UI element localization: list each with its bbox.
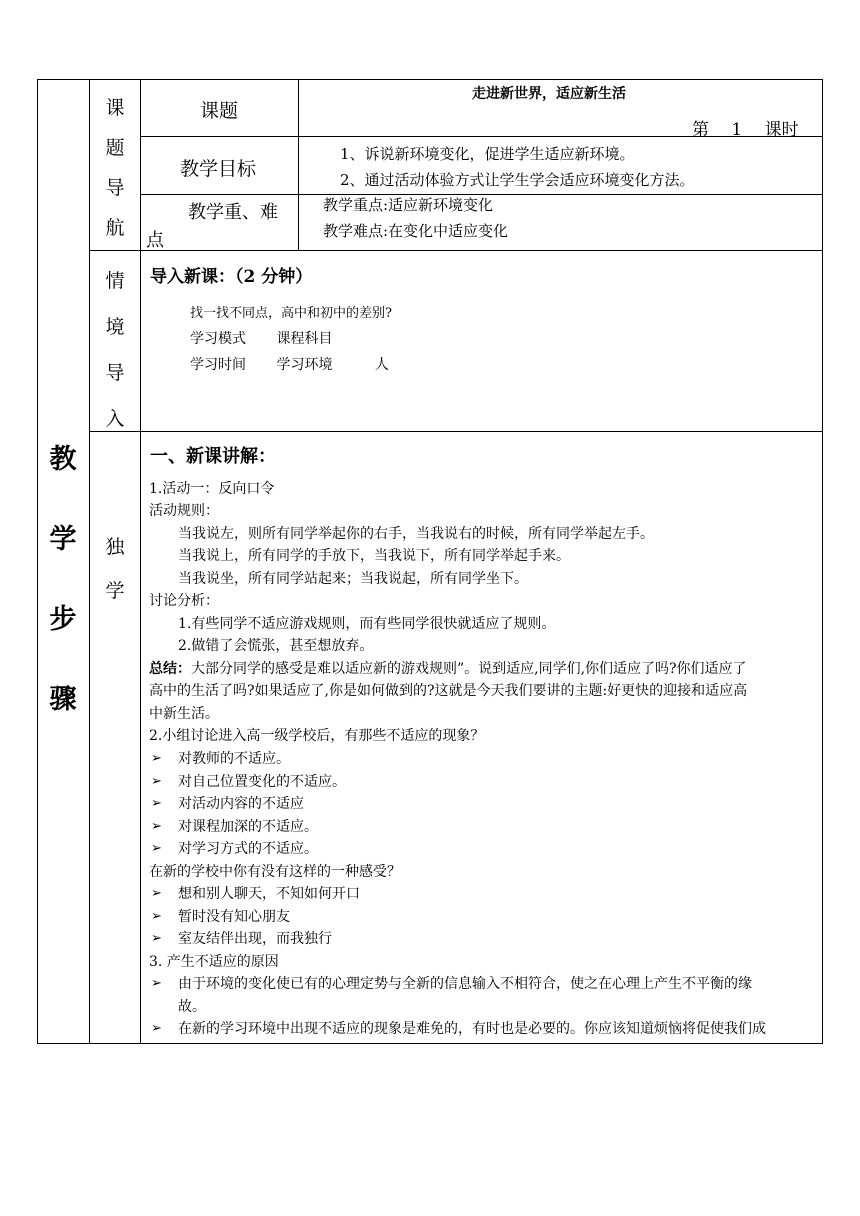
goal-1: 1、诉说新环境变化，促进学生适应新环境。	[340, 145, 635, 163]
situation-char-1: 境	[105, 316, 125, 338]
intro-question: 找一找不同点，高中和初中的差别?	[190, 306, 392, 321]
bullet-icon: ➢	[151, 796, 162, 811]
table-border-top	[37, 79, 823, 80]
lesson-suffix: 课时	[764, 120, 799, 140]
self-study-char-1: 学	[105, 580, 125, 602]
course-subjects: 课程科目	[276, 331, 333, 347]
goals-label: 教学目标	[180, 158, 257, 180]
row-divider-intro	[89, 431, 823, 432]
table-border-left	[37, 79, 38, 1044]
bullet-icon: ➢	[151, 751, 162, 766]
feeling-item-1: 想和别人聊天，不知如何开口	[178, 886, 360, 902]
reason-2: 在新的学习环境中出现不适应的现象是难免的，有时也是必要的。你应该知道烦恼将促使我们成	[178, 1021, 766, 1037]
lesson-number: 1	[731, 120, 743, 140]
rules-label: 活动规则：	[149, 503, 219, 519]
situation-intro-label	[92, 258, 138, 442]
row-divider-nav	[89, 250, 823, 251]
intro-row-1	[190, 328, 332, 348]
keypoints-label-line-1: 教学重、难	[188, 202, 278, 223]
feeling-question: 在新的学校中你有没有这样的一种感受？	[149, 864, 401, 880]
discussion-label: 讨论分析：	[149, 593, 219, 609]
situation-char-3: 入	[105, 408, 125, 430]
bullet-icon: ➢	[151, 886, 162, 901]
topic-label: 课题	[200, 100, 239, 122]
unfit-item-2: 对自己位置变化的不适应。	[178, 774, 346, 790]
nav-char-3: 航	[105, 217, 125, 239]
self-study-char-0: 独	[105, 536, 125, 558]
intro-row-2	[190, 354, 389, 374]
situation-char-2: 导	[105, 362, 125, 384]
people: 人	[374, 357, 389, 373]
discussion-2: 2.做错了会慌张，甚至想放弃。	[178, 638, 374, 654]
nav-char-0: 课	[105, 97, 125, 119]
nav-char-1: 题	[105, 137, 125, 159]
bullet-icon: ➢	[151, 774, 162, 789]
keypoints-label-line-2: 点	[146, 230, 164, 251]
left-char-3: 骤	[49, 684, 77, 715]
summary-text-1: 大部分同学的感受是难以适应新的游戏规则”。说到适应,同学们,你们适应了吗?你们适应了	[191, 661, 747, 677]
group-question: 2.小组讨论进入高一级学校后，有那些不适应的现象？	[149, 728, 485, 744]
summary-line-1	[149, 658, 747, 681]
discussion-1: 1.有些同学不适应游戏规则，而有些同学很快就适应了规则。	[178, 616, 556, 632]
column-divider-2	[140, 79, 141, 1044]
lesson-count	[692, 115, 799, 140]
feeling-item-3: 室友结伴出现，而我独行	[178, 931, 332, 947]
lesson-prefix: 第	[692, 120, 709, 140]
summary-label: 总结：	[149, 661, 191, 677]
table-border-right	[822, 79, 823, 1044]
unfit-item-3: 对活动内容的不适应	[178, 796, 304, 812]
bullet-icon: ➢	[151, 909, 162, 924]
column-divider-1	[89, 79, 90, 1044]
rule-2: 当我说上，所有同学的手放下，当我说下，所有同学举起手来。	[178, 548, 570, 564]
unfit-item-5: 对学习方式的不适应。	[178, 841, 318, 857]
bullet-icon: ➢	[151, 1021, 162, 1036]
topic-navigation-label	[92, 88, 138, 248]
left-char-0: 教	[49, 444, 77, 475]
reason-1-line-1: 由于环境的变化使已有的心理定势与全新的信息输入不相符合，使之在心理上产生不平衡的缘	[178, 976, 752, 992]
intro-heading: 导入新课：（2 分钟）	[150, 267, 313, 287]
lecture-heading: 一、新课讲解：	[150, 446, 276, 467]
situation-char-0: 情	[105, 270, 125, 292]
activity-title: 1.活动一：反向口令	[149, 481, 275, 497]
bullet-icon: ➢	[151, 931, 162, 946]
bullet-icon: ➢	[151, 841, 162, 856]
summary-line-3: 中新生活。	[149, 706, 219, 722]
topic-title: 走进新世界，适应新生活	[472, 86, 626, 102]
left-char-1: 学	[49, 524, 77, 555]
bullet-icon: ➢	[151, 819, 162, 834]
self-study-label	[92, 525, 138, 613]
goal-2: 2、通过活动体验方式让学生学会适应环境变化方法。	[340, 171, 695, 189]
teaching-steps-label	[40, 420, 86, 740]
nav-char-2: 导	[105, 177, 125, 199]
rule-3: 当我说坐，所有同学站起来；当我说起，所有同学坐下。	[178, 571, 528, 587]
study-time: 学习时间	[190, 357, 246, 373]
summary-line-2: 高中的生活了吗?如果适应了,你是如何做到的?这就是今天我们要讲的主题:好更快的迎接和适应高	[149, 683, 748, 699]
left-char-2: 步	[49, 604, 77, 635]
unfit-item-1: 对教师的不适应。	[178, 751, 290, 767]
study-environment: 学习环境	[276, 357, 333, 373]
study-mode: 学习模式	[190, 331, 246, 347]
bullet-icon: ➢	[151, 976, 162, 991]
column-divider-3	[298, 79, 299, 250]
reason-1-line-2: 故。	[178, 999, 206, 1015]
reason-title: 3. 产生不适应的原因	[149, 954, 279, 970]
feeling-item-2: 暂时没有知心朋友	[178, 909, 290, 925]
unfit-item-4: 对课程加深的不适应。	[178, 819, 318, 835]
rule-1: 当我说左，则所有同学举起你的右手，当我说右的时候，所有同学举起左手。	[178, 526, 654, 542]
key-point: 教学重点:适应新环境变化	[323, 196, 494, 214]
table-border-bottom	[37, 1043, 823, 1044]
difficult-point: 教学难点:在变化中适应变化	[323, 222, 509, 240]
